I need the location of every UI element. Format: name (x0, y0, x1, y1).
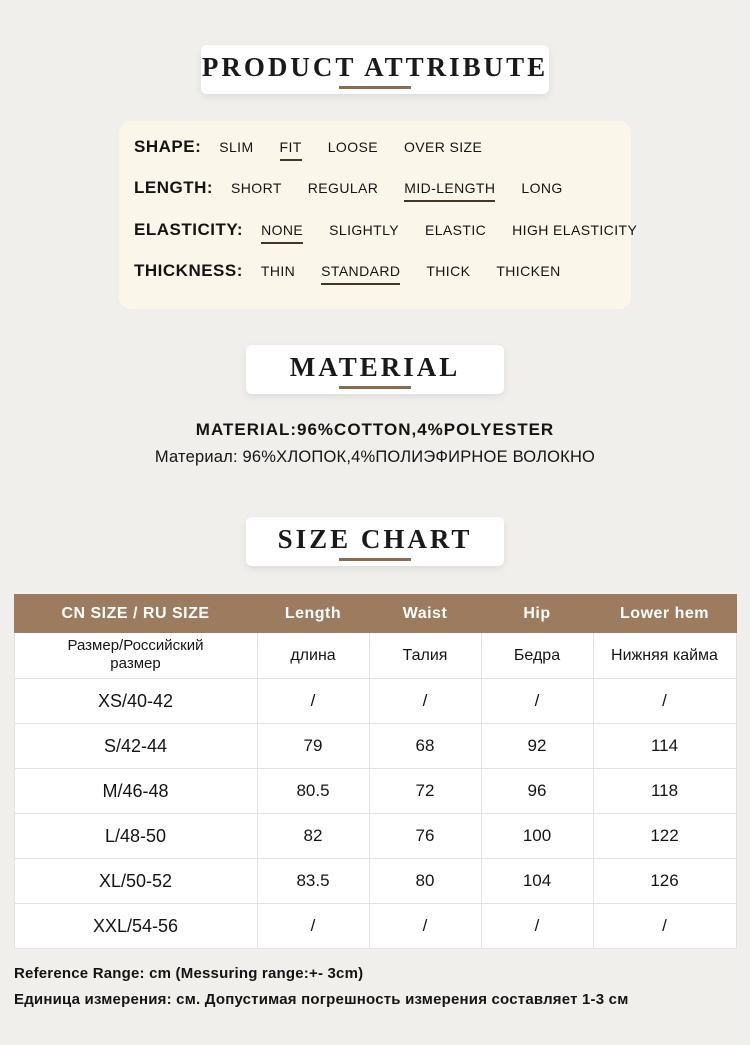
attribute-option: HIGH ELASTICITY (512, 221, 638, 238)
table-cell: / (369, 904, 481, 949)
title-underline (339, 386, 411, 389)
table-row (14, 724, 736, 769)
attribute-option: REGULAR (307, 180, 379, 197)
table-header-cell: Length (257, 595, 369, 633)
material-title-box (246, 345, 504, 394)
attribute-option: ELASTIC (425, 221, 487, 238)
attribute-option: FIT (280, 139, 302, 161)
size-chart-title-box (246, 517, 504, 566)
table-cell: 80.5 (257, 769, 369, 814)
reference-range-note: Reference Range: cm (Messuring range:+- 3cm) (14, 965, 364, 982)
table-cell: L/48-50 (14, 814, 257, 859)
table-cell: XXL/54-56 (14, 904, 257, 949)
attribute-option: LOOSE (327, 139, 378, 155)
attribute-option: OVER SIZE (403, 139, 483, 155)
attribute-option: THICKEN (496, 262, 561, 279)
table-cell: 114 (593, 724, 736, 769)
material-title: MATERIAL (289, 352, 461, 382)
table-row (14, 679, 736, 724)
attribute-option: MID-LENGTH (404, 180, 495, 202)
table-subheader-cell: длина (257, 633, 369, 679)
title-underline (339, 558, 411, 561)
product-attribute-title: PRODUCT ATTRIBUTE (201, 52, 549, 82)
table-cell: 79 (257, 724, 369, 769)
material-description (0, 420, 750, 467)
size-chart-table (14, 594, 737, 949)
table-cell: / (593, 904, 736, 949)
attribute-panel (119, 121, 638, 309)
table-cell: 80 (369, 859, 481, 904)
table-row (14, 859, 736, 904)
measurement-notes (14, 965, 750, 1008)
attribute-row-length (134, 178, 617, 216)
measurement-unit-note-ru: Единица измерения: см. Допустимая погрешность измерения составляет 1-3 см (14, 991, 629, 1008)
table-cell: 68 (369, 724, 481, 769)
attribute-label: ELASTICITY: (134, 219, 244, 239)
table-cell: M/46-48 (14, 769, 257, 814)
attribute-option: SLIGHTLY (329, 221, 399, 238)
table-row (14, 769, 736, 814)
attribute-row-shape (134, 137, 617, 175)
table-cell: XL/50-52 (14, 859, 257, 904)
attribute-row-thickness (134, 261, 617, 299)
table-row (14, 814, 736, 859)
table-subheader-cell: Нижняя кайма (593, 633, 736, 679)
product-detail-page (0, 45, 750, 1045)
table-subheader-cell (14, 633, 257, 679)
table-cell: / (481, 904, 593, 949)
attribute-label: LENGTH: (134, 178, 214, 198)
table-cell: 72 (369, 769, 481, 814)
attribute-options (231, 180, 563, 202)
table-subheader-row (14, 633, 736, 679)
attribute-option: LONG (521, 180, 563, 197)
table-cell: / (257, 679, 369, 724)
attribute-label: THICKNESS: (134, 260, 243, 280)
material-line-ru: Материал: 96%ХЛОПОК,4%ПОЛИЭФИРНОЕ ВОЛОКНО (154, 448, 596, 466)
attribute-option: THIN (260, 262, 296, 279)
table-subheader-cell: Талия (369, 633, 481, 679)
attribute-label: SHAPE: (134, 137, 202, 156)
attribute-option: NONE (261, 222, 303, 244)
material-line-en: MATERIAL:96%COTTON,4%POLYESTER (195, 420, 555, 439)
table-cell: XS/40-42 (14, 679, 257, 724)
table-cell: 122 (593, 814, 736, 859)
table-cell: S/42-44 (14, 724, 257, 769)
attribute-options (219, 139, 482, 161)
product-attribute-title-box (201, 45, 549, 94)
attribute-options (261, 263, 561, 285)
attribute-option: SLIM (219, 139, 254, 155)
table-cell: / (481, 679, 593, 724)
table-cell: / (593, 679, 736, 724)
table-cell: / (369, 679, 481, 724)
table-header-cell: Hip (481, 595, 593, 633)
table-cell: / (257, 904, 369, 949)
attribute-option: THICK (426, 262, 471, 279)
table-subheader-text: Размер/Российский размер (67, 637, 204, 673)
table-cell: 104 (481, 859, 593, 904)
table-header-cell: Waist (369, 595, 481, 633)
table-header-row (14, 595, 736, 633)
table-cell: 118 (593, 769, 736, 814)
attribute-option: STANDARD (321, 263, 400, 285)
table-cell: 76 (369, 814, 481, 859)
attribute-row-elasticity (134, 219, 638, 258)
title-underline (339, 86, 411, 89)
table-cell: 82 (257, 814, 369, 859)
table-cell: 83.5 (257, 859, 369, 904)
attribute-option: SHORT (231, 180, 282, 197)
table-cell: 100 (481, 814, 593, 859)
table-row (14, 904, 736, 949)
attribute-options (261, 222, 637, 244)
table-subheader-cell: Бедра (481, 633, 593, 679)
table-header-cell: CN SIZE / RU SIZE (14, 595, 257, 633)
table-header-cell: Lower hem (593, 595, 736, 633)
size-chart-title: SIZE CHART (277, 524, 473, 554)
table-cell: 126 (593, 859, 736, 904)
table-cell: 92 (481, 724, 593, 769)
table-cell: 96 (481, 769, 593, 814)
